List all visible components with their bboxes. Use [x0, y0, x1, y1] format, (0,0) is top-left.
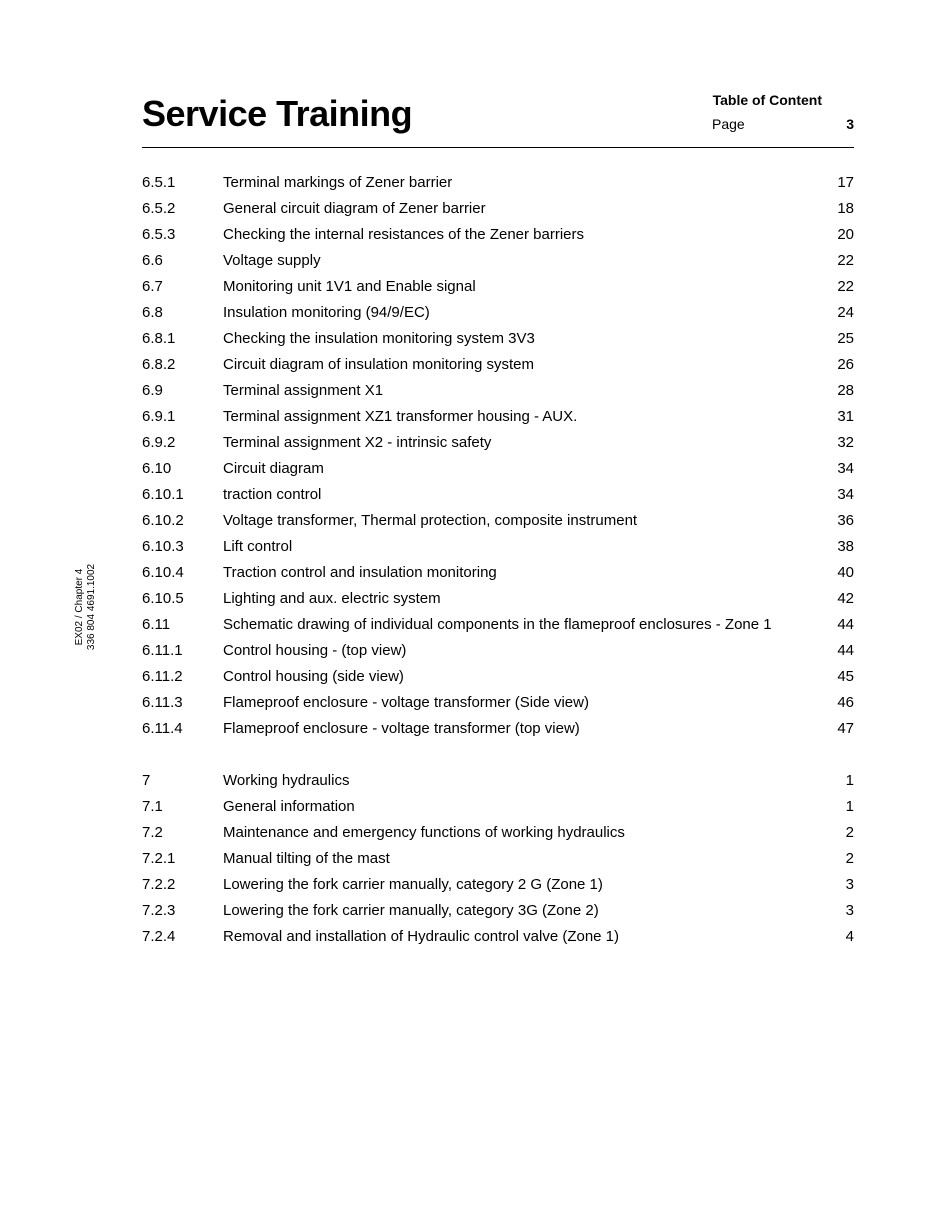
page-number: 3	[846, 116, 854, 132]
toc-entry-title: Lift control	[223, 538, 293, 555]
toc-entry-page: 44	[837, 642, 854, 659]
toc-entry[interactable]	[142, 716, 854, 742]
toc-entry[interactable]	[142, 664, 854, 690]
toc-entry-title: Schematic drawing of individual components in the flameproof enclosures - Zone 1	[223, 616, 772, 633]
toc-entry-page: 1	[845, 772, 854, 789]
toc-entry-number: 6.11	[142, 616, 171, 633]
toc-entry-page: 28	[837, 382, 854, 399]
toc-entry-title: General circuit diagram of Zener barrier	[223, 200, 486, 217]
toc-entry-number: 6.10	[142, 460, 172, 477]
toc-entry-title: Control housing (side view)	[223, 668, 404, 685]
toc-entry-page: 22	[837, 278, 854, 295]
toc-entry[interactable]	[142, 846, 854, 872]
toc-entry-title: Circuit diagram	[223, 460, 324, 477]
toc-entry[interactable]	[142, 274, 854, 300]
toc-entry-title: Flameproof enclosure - voltage transformer (top view)	[223, 720, 580, 737]
toc-entry-page: 31	[837, 408, 854, 425]
toc-entry-number: 7.2	[142, 824, 163, 841]
toc-entry[interactable]	[142, 794, 854, 820]
toc-entry-page: 40	[837, 564, 854, 581]
toc-entry-number: 6.11.1	[142, 642, 183, 659]
toc-entry-title: Flameproof enclosure - voltage transformer (Side view)	[223, 694, 589, 711]
toc-entry-title: Checking the internal resistances of the Zener barriers	[223, 226, 585, 243]
toc-entry-title: Checking the insulation monitoring system 3V3	[223, 330, 535, 347]
toc-entry[interactable]	[142, 326, 854, 352]
toc-entry-number: 6.7	[142, 278, 163, 295]
toc-entry-page: 42	[837, 590, 854, 607]
toc-entry-title: Manual tilting of the mast	[223, 850, 390, 867]
toc-entry-page: 46	[837, 694, 854, 711]
toc-entry[interactable]	[142, 768, 854, 794]
toc-entry-number: 6.10.4	[142, 564, 184, 581]
toc-entry-page: 25	[837, 330, 854, 347]
toc-entry-page: 38	[837, 538, 854, 555]
toc-entry[interactable]	[142, 352, 854, 378]
side-note-line-1: EX02 / Chapter 4	[74, 568, 85, 646]
toc-entry-number: 7.2.1	[142, 850, 176, 867]
toc-entry-page: 34	[837, 486, 854, 503]
toc-entry-title: Voltage supply	[223, 252, 321, 269]
toc-entry-title: Traction control and insulation monitoring	[223, 564, 497, 581]
toc-entry-number: 6.10.1	[142, 486, 184, 503]
toc-entry-number: 6.11.3	[142, 694, 183, 711]
toc-entry-number: 6.11.4	[142, 720, 183, 737]
toc-entry-number: 7.2.4	[142, 928, 176, 945]
toc-entry[interactable]	[142, 300, 854, 326]
toc-entry-title: Maintenance and emergency functions of working hydraulics	[223, 824, 625, 841]
toc-entry-number: 7.1	[142, 798, 163, 815]
toc-entry-number: 6.6	[142, 252, 163, 269]
toc-entry[interactable]	[142, 248, 854, 274]
toc-entry-number: 6.9.1	[142, 408, 176, 425]
toc-entry-page: 20	[837, 226, 854, 243]
toc-entry-number: 7.2.3	[142, 902, 176, 919]
toc-entry-title: Terminal assignment XZ1 transformer housing - AUX.	[223, 408, 578, 425]
toc-entry-number: 6.8.1	[142, 330, 176, 347]
page-label: Page	[712, 116, 745, 132]
toc-entry-number: 6.5.2	[142, 200, 176, 217]
toc-entry-title: Lowering the fork carrier manually, category 3G (Zone 2)	[223, 902, 599, 919]
header-divider	[142, 147, 854, 148]
toc-entry[interactable]	[142, 430, 854, 456]
toc-entry-number: 6.8.2	[142, 356, 176, 373]
toc-entry[interactable]	[142, 924, 854, 950]
toc-entry[interactable]	[142, 222, 854, 248]
toc-entry-page: 2	[845, 824, 854, 841]
toc-entry-title: Working hydraulics	[223, 772, 350, 789]
toc-entry-page: 26	[837, 356, 854, 373]
toc-entry-page: 32	[837, 434, 854, 451]
toc-entry-page: 3	[845, 876, 854, 893]
toc-entry-page: 47	[837, 720, 854, 737]
toc-entry-title: Control housing - (top view)	[223, 642, 407, 659]
side-note-line-2: 336 804 4691.1002	[86, 563, 97, 651]
toc-entry[interactable]	[142, 404, 854, 430]
toc-entry[interactable]	[142, 690, 854, 716]
toc-entry-title: Terminal assignment X2 - intrinsic safety	[223, 434, 492, 451]
toc-entry-number: 6.10.3	[142, 538, 184, 555]
toc-entry-title: Insulation monitoring (94/9/EC)	[223, 304, 430, 321]
toc-entry[interactable]	[142, 872, 854, 898]
toc-entry-page: 36	[837, 512, 854, 529]
toc-entry-page: 18	[837, 200, 854, 217]
document-title: Service Training	[142, 93, 413, 134]
table-of-contents	[142, 170, 854, 950]
toc-entry-number: 7	[142, 772, 151, 789]
toc-entry[interactable]	[142, 638, 854, 664]
toc-entry-page: 1	[845, 798, 854, 815]
toc-entry-page: 2	[845, 850, 854, 867]
toc-entry-number: 6.10.5	[142, 590, 184, 607]
toc-entry[interactable]	[142, 482, 854, 508]
toc-entry-page: 3	[845, 902, 854, 919]
toc-entry-page: 44	[837, 616, 854, 633]
toc-entry-page: 22	[837, 252, 854, 269]
toc-entry-title: Terminal markings of Zener barrier	[223, 174, 453, 191]
toc-entry[interactable]	[142, 560, 854, 586]
toc-entry[interactable]	[142, 612, 854, 638]
toc-entry-title: traction control	[223, 486, 322, 503]
toc-entry-title: General information	[223, 798, 355, 815]
toc-entry-title: Removal and installation of Hydraulic control valve (Zone 1)	[223, 928, 620, 945]
toc-entry[interactable]	[142, 534, 854, 560]
toc-entry-number: 6.5.3	[142, 226, 176, 243]
toc-entry[interactable]	[142, 898, 854, 924]
toc-entry-number: 6.10.2	[142, 512, 184, 529]
toc-entry-number: 6.11.2	[142, 668, 183, 685]
toc-entry[interactable]	[142, 170, 854, 196]
toc-entry[interactable]	[142, 378, 854, 404]
toc-entry[interactable]	[142, 508, 854, 534]
toc-entry-page: 45	[837, 668, 854, 685]
toc-entry-title: Terminal assignment X1	[223, 382, 384, 399]
toc-entry-page: 17	[837, 174, 854, 191]
toc-entry[interactable]	[142, 820, 854, 846]
side-document-reference	[74, 564, 98, 650]
toc-entry-title: Lowering the fork carrier manually, category 2 G (Zone 1)	[223, 876, 603, 893]
toc-entry-title: Circuit diagram of insulation monitoring system	[223, 356, 534, 373]
toc-entry-title: Lighting and aux. electric system	[223, 590, 441, 607]
toc-entry-title: Monitoring unit 1V1 and Enable signal	[223, 278, 476, 295]
toc-entry-number: 7.2.2	[142, 876, 176, 893]
toc-entry-number: 6.8	[142, 304, 163, 321]
toc-entry-number: 6.5.1	[142, 174, 176, 191]
toc-entry-title: Voltage transformer, Thermal protection, composite instrument	[223, 512, 638, 529]
toc-entry-number: 6.9	[142, 382, 163, 399]
toc-entry-page: 34	[837, 460, 854, 477]
toc-entry[interactable]	[142, 456, 854, 482]
toc-entry[interactable]	[142, 196, 854, 222]
toc-entry-number: 6.9.2	[142, 434, 176, 451]
toc-entry[interactable]	[142, 586, 854, 612]
section-label: Table of Content	[712, 92, 822, 108]
toc-entry-page: 4	[845, 928, 854, 945]
toc-entry-page: 24	[837, 304, 854, 321]
